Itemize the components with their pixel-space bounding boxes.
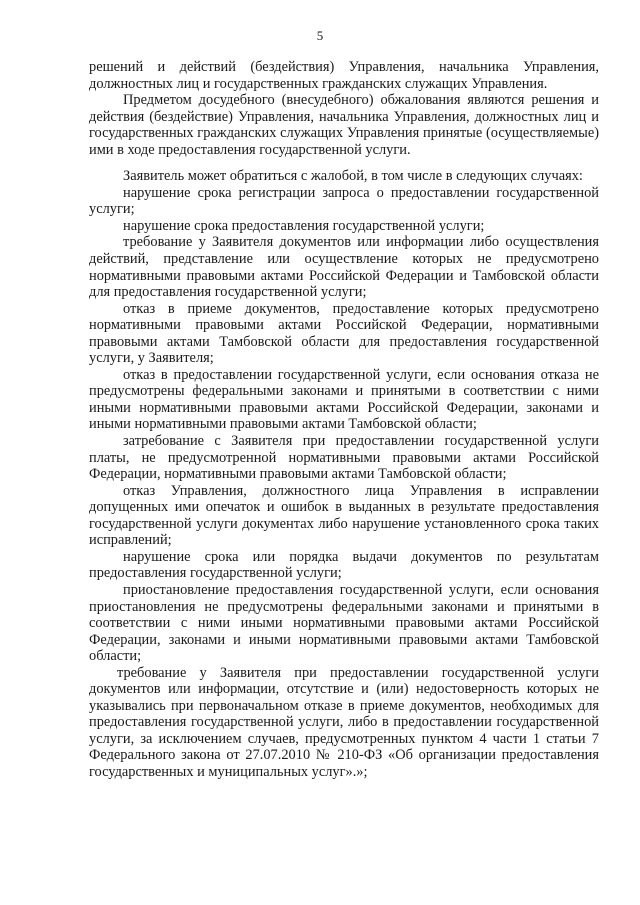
list-item-refusal-to-accept: отказ в приеме документов, предоставление которых предусмотрено нормативными правовыми актами Российской Федерации, нормативными правовыми актами Тамбовской области для предоставления государственной услуги, у Заявителя; [89, 300, 599, 367]
list-item-correction-refusal: отказ Управления, должностного лица Управления в исправлении допущенных ими опечаток и ошибок в выданных в результате предоставления государственной услуги документах либо нарушение установленного срока таких исправлений; [89, 482, 599, 549]
list-item-extra-documents: требование у Заявителя при предоставлении государственной услуги документов или информации, отсутствие и (или) недостоверность которых не указывались при первоначальном отказе в приеме документов, необходимых для предоставления государственной услуги, либо в предоставлении государственной услуги, за исключением случаев, предусмотренных пунктом 4 части 1 статьи 7 Федерального закона от 27.07.2010 № 210-ФЗ «Об организации предоставления государственных и муниципальных услуг».»; [89, 664, 599, 780]
list-item-issuance-violation: нарушение срока или порядка выдачи документов по результатам предоставления государственной услуги; [89, 548, 599, 582]
document-body [89, 59, 599, 781]
list-item-suspension: приостановление предоставления государственной услуги, если основания приостановления не предусмотрены федеральными законами и принятыми в соответствии с ними иными нормативными правовыми актами Российской Федерации, законами и иными нормативными правовыми актами Тамбовской области; [89, 581, 599, 665]
list-item-fee-demand: затребование с Заявителя при предоставлении государственной услуги платы, не предусмотренной нормативными правовыми актами Российской Федерации, нормативными правовыми актами Тамбовской области; [89, 433, 599, 483]
list-item-service-deadline: нарушение срока предоставления государственной услуги; [123, 217, 485, 234]
paragraph-continuation: решений и действий (бездействия) Управления, начальника Управления, должностных лиц и государственных гражданских служащих Управления. [89, 59, 599, 92]
list-item-registration-deadline: нарушение срока регистрации запроса о предоставлении государственной услуги; [89, 184, 599, 218]
paragraph-complaint-cases: Заявитель может обратиться с жалобой, в том числе в следующих случаях: [123, 168, 583, 185]
list-item-document-requirement: требование у Заявителя документов или информации либо осуществления действий, представление или осуществление которых не предусмотрено нормативными правовыми актами Российской Федерации и Тамбовской области для предоставления государственной услуги; [89, 234, 599, 301]
page-number: 5 [316, 28, 324, 43]
list-item-refusal-to-provide: отказ в предоставлении государственной услуги, если основания отказа не предусмотрены федеральными законами и принятыми в соответствии с ними иными нормативными правовыми актами Российской Федерации, законами и иными нормативными правовыми актами Тамбовской области; [89, 366, 599, 433]
paragraph-subject-of-appeal: Предметом досудебного (внесудебного) обжалования являются решения и действия (бездействие) Управления, начальника Управления, должностных лиц и государственных гражданских служащих Управления принятые (осуществляемые) ими в ходе предоставления государственной услуги. [89, 92, 599, 158]
